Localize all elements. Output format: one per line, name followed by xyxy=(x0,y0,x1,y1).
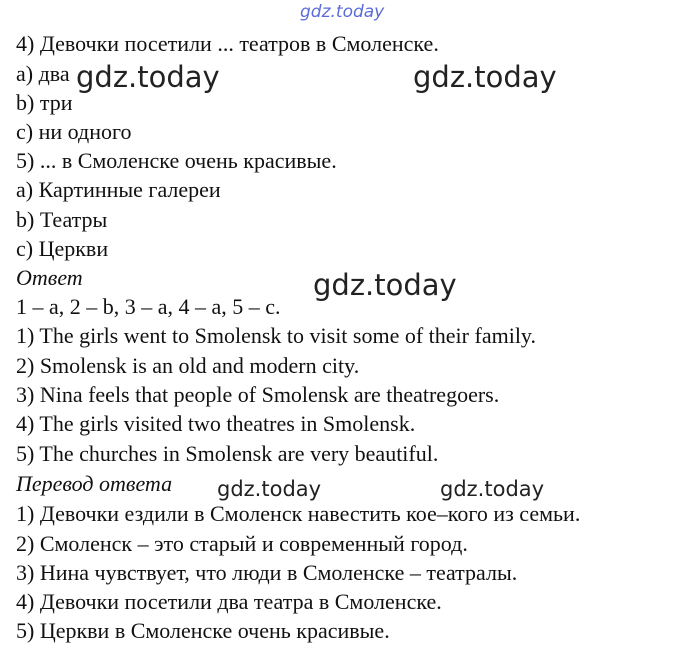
answer-sentence-2: 2) Smolensk is an old and modern city. xyxy=(16,353,360,378)
watermark-big-center: gdz.today xyxy=(313,268,457,302)
answer-sentence-5: 5) The churches in Smolensk are very beautiful. xyxy=(16,441,439,466)
watermark-top: gdz.today xyxy=(300,2,385,22)
answer-heading: Ответ xyxy=(16,265,83,290)
watermark-big-left: gdz.today xyxy=(76,60,220,94)
question-5-option-a: a) Картинные галереи xyxy=(16,177,221,202)
translation-sentence-1: 1) Девочки ездили в Смоленск навестить кое–кого из семьи. xyxy=(16,501,581,526)
translation-heading: Перевод ответа xyxy=(16,471,173,496)
question-5-option-c: c) Церкви xyxy=(16,236,109,261)
question-5-text: 5) ... в Смоленске очень красивые. xyxy=(16,148,337,173)
question-4-text: 4) Девочки посетили ... театров в Смоленске. xyxy=(16,31,439,56)
translation-sentence-4: 4) Девочки посетили два театра в Смоленске. xyxy=(16,589,442,614)
question-4-option-a: a) два xyxy=(16,61,70,86)
question-5-option-b: b) Театры xyxy=(16,207,108,232)
watermark-mid-right: gdz.today xyxy=(440,477,545,501)
question-4-option-b: b) три xyxy=(16,90,73,115)
watermark-big-right: gdz.today xyxy=(413,60,557,94)
translation-sentence-2: 2) Смоленск – это старый и современный город. xyxy=(16,531,468,556)
answer-sentence-4: 4) The girls visited two theatres in Smolensk. xyxy=(16,411,416,436)
answer-sentence-1: 1) The girls went to Smolensk to visit some of their family. xyxy=(16,323,536,348)
translation-sentence-5: 5) Церкви в Смоленске очень красивые. xyxy=(16,618,390,643)
translation-sentence-3: 3) Нина чувствует, что люди в Смоленске – театралы. xyxy=(16,560,518,585)
answer-key: 1 – a, 2 – b, 3 – a, 4 – a, 5 – c. xyxy=(16,294,281,319)
watermark-mid-left: gdz.today xyxy=(217,477,322,501)
question-4-option-c: c) ни одного xyxy=(16,119,132,144)
answer-sentence-3: 3) Nina feels that people of Smolensk are theatregoers. xyxy=(16,382,500,407)
